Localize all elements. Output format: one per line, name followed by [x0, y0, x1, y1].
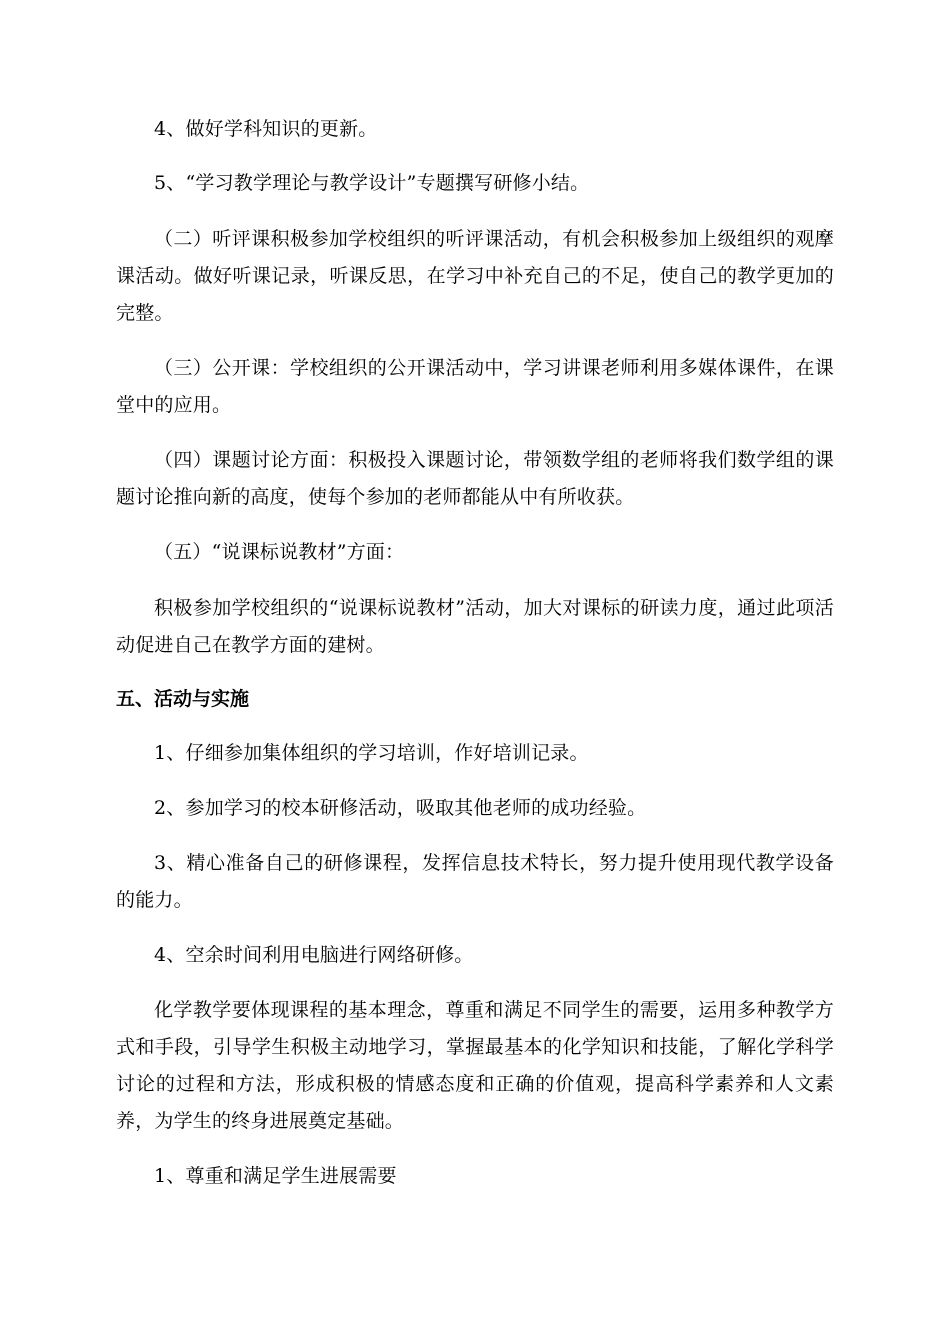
paragraph-training: 1、仔细参加集体组织的学习培训，作好培训记录。 [154, 742, 589, 764]
paragraph-knowledge-update: 4、做好学科知识的更新。 [154, 118, 378, 140]
paragraph-curriculum-talk-heading: （五）“说课标说教材”方面： [154, 541, 405, 563]
section-heading-activities: 五、活动与实施 [116, 688, 250, 710]
paragraph-curriculum-talk: 积极参加学校组织的“说课标说教材”活动，加大对课标的研读力度，通过此项活动促进自己在教学方面的建树。 [116, 597, 834, 656]
paragraph-summary-writing: 5、“学习教学理论与教学设计”专题撰写研修小结。 [154, 172, 590, 194]
paragraph-topic-discussion: （四）课题讨论方面：积极投入课题讨论，带领数学组的老师将我们数学组的课题讨论推向新的高度，使每个参加的老师都能从中有所收获。 [116, 449, 834, 508]
paragraph-student-needs: 1、尊重和满足学生进展需要 [154, 1165, 397, 1187]
paragraph-course-prep: 3、精心准备自己的研修课程，发挥信息技术特长，努力提升使用现代教学设备的能力。 [116, 852, 834, 911]
paragraph-school-research: 2、参加学习的校本研修活动，吸取其他老师的成功经验。 [154, 797, 647, 819]
paragraph-lesson-observation: （二）听评课积极参加学校组织的听评课活动，有机会积极参加上级组织的观摩课活动。做好听课记录，听课反思，在学习中补充自己的不足，使自己的教学更加的完整。 [116, 228, 834, 324]
paragraph-chemistry-teaching: 化学教学要体现课程的基本理念，尊重和满足不同学生的需要，运用多种教学方式和手段，引导学生积极主动地学习，掌握最基本的化学知识和技能，了解化学科学讨论的过程和方法，形成积极的情感态度和正确的价值观，提高科学素养和人文素养，为学生的终身进展奠定基础。 [116, 999, 834, 1132]
paragraph-open-class: （三）公开课：学校组织的公开课活动中，学习讲课老师利用多媒体课件，在课堂中的应用。 [116, 357, 834, 416]
paragraph-online-research: 4、空余时间利用电脑进行网络研修。 [154, 944, 474, 966]
